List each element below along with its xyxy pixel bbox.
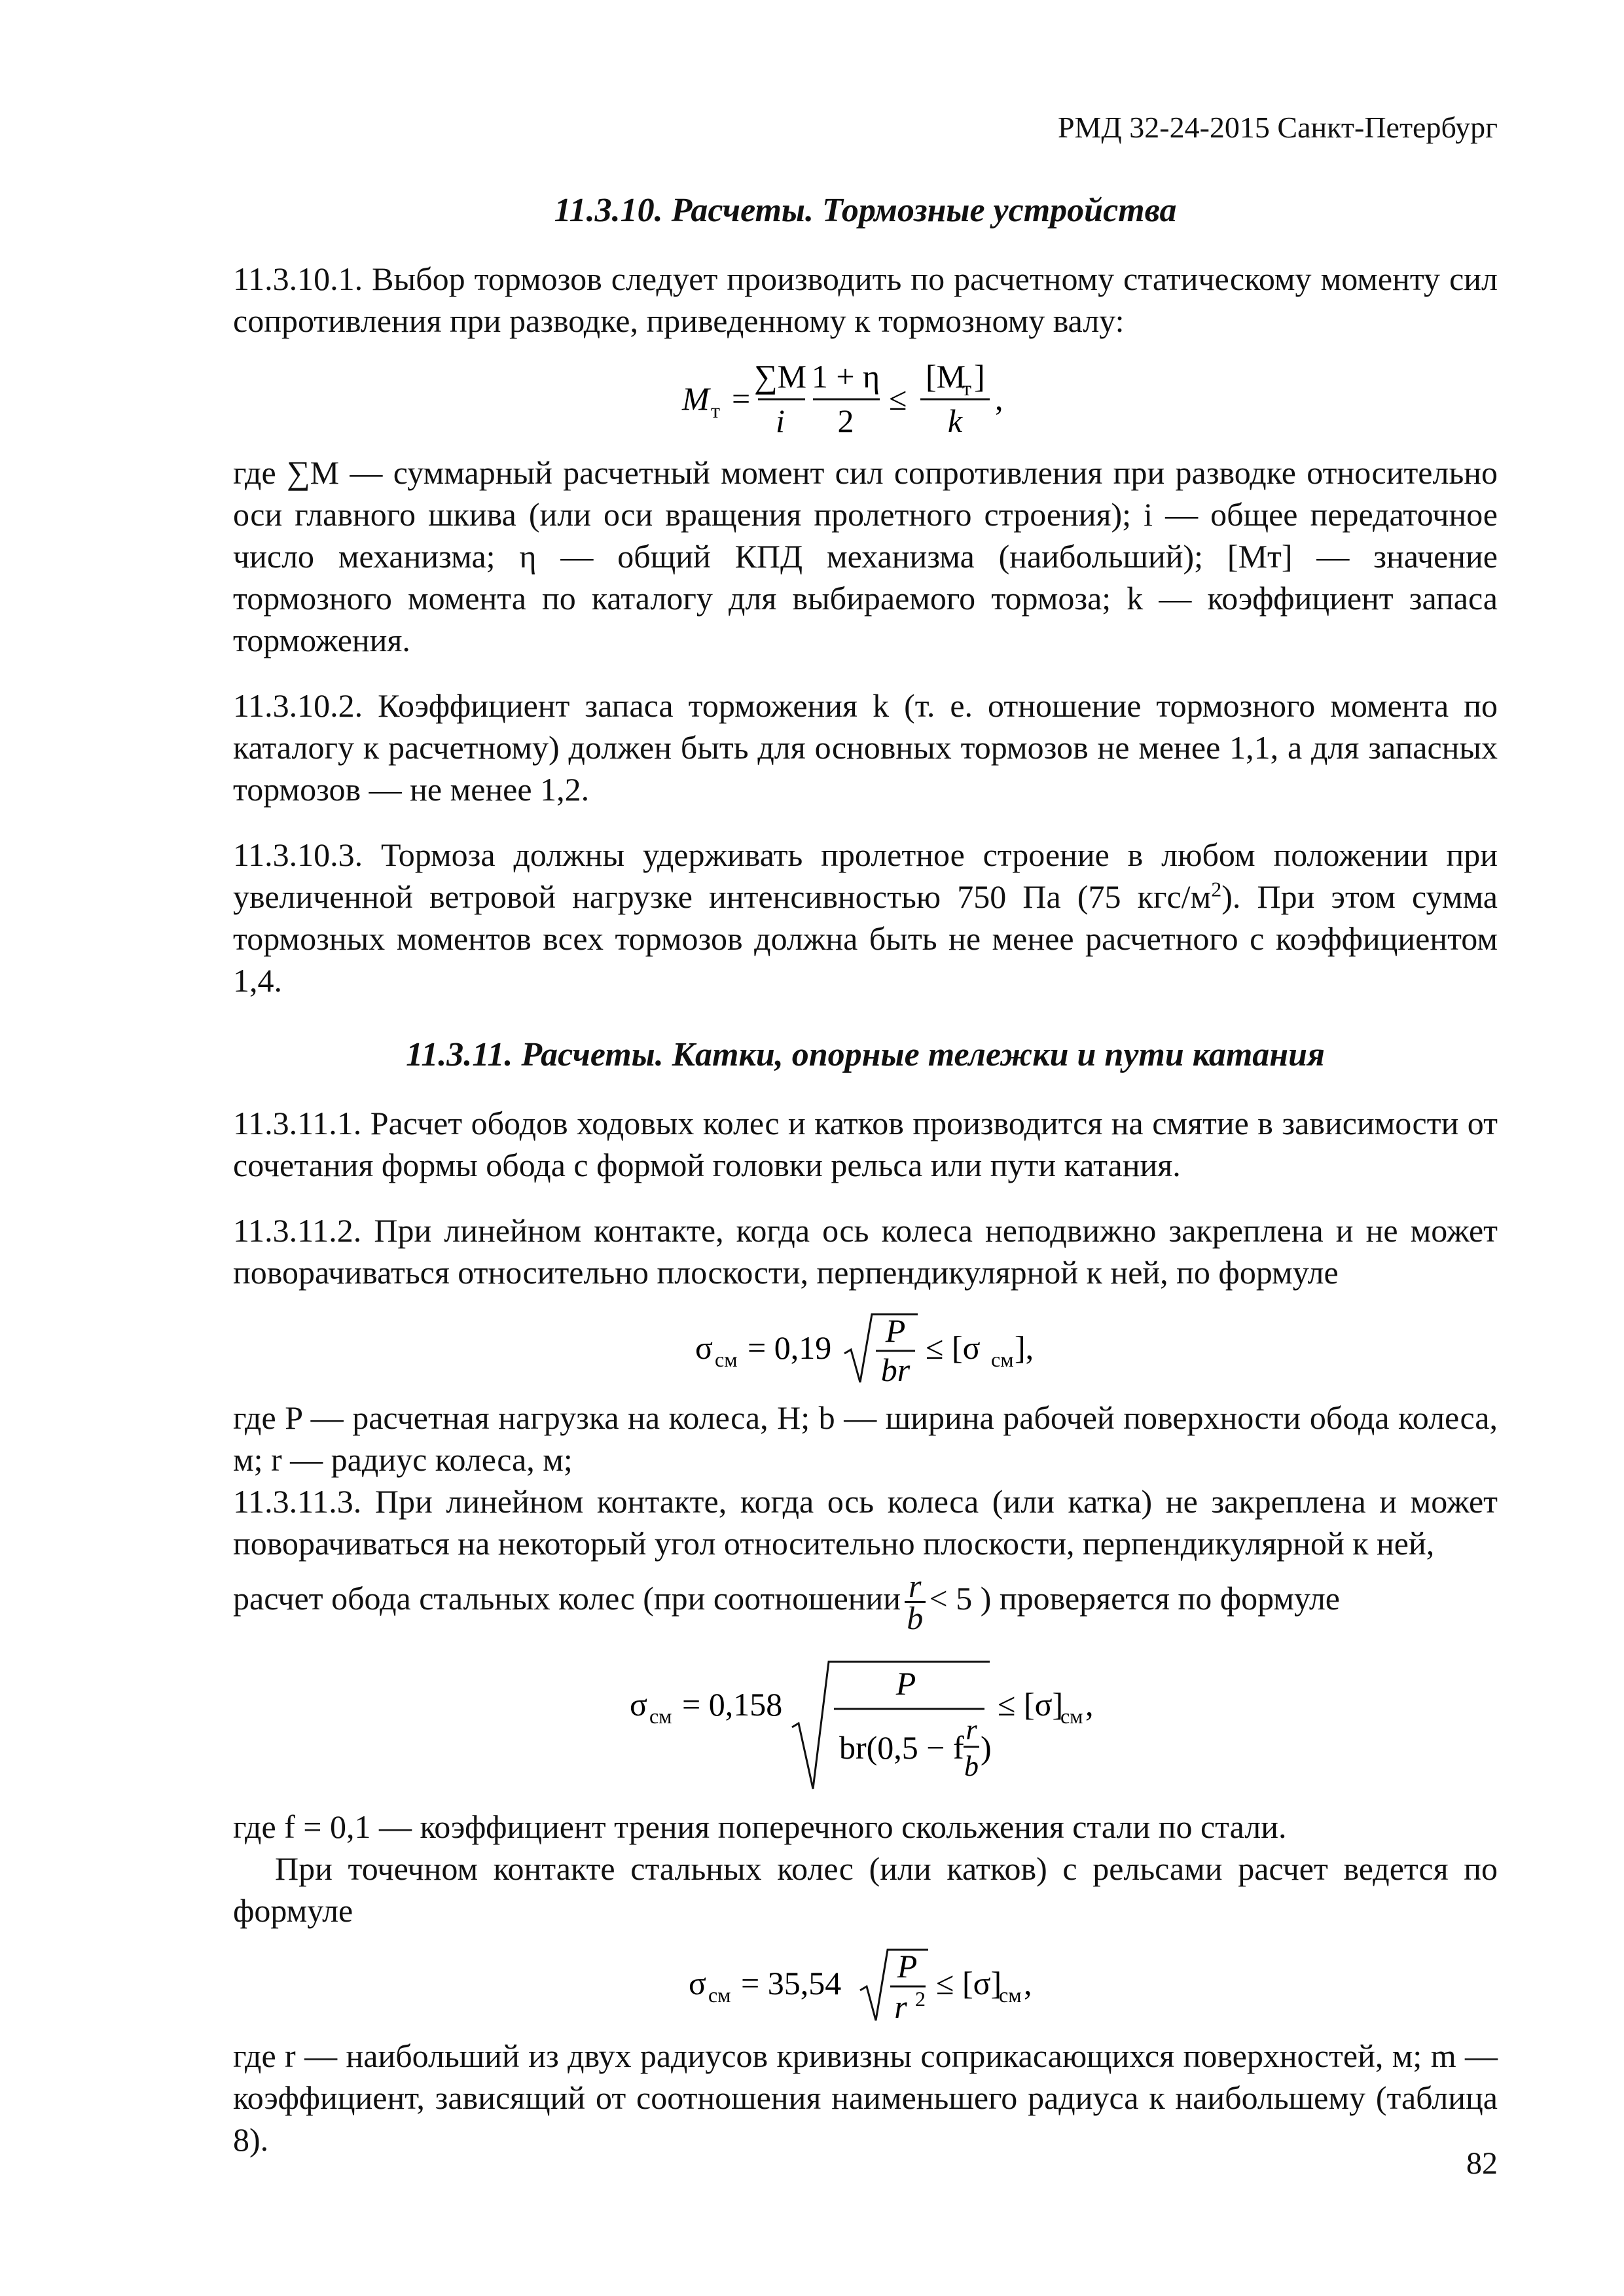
paragraph-where-brake: где ∑M — суммарный расчетный момент сил сопротивления при разводке относительно оси главного шкива (или оси вращения пролетного строения); i — общее передаточное число механизма; η — общий КПД механизма (наибольший); [Mт] — значение тормозного момента по каталогу для выбираемого тормоза; k — коэффициент запаса торможения. [233,454,1498,658]
formula-tail: , [995,380,1003,417]
paragraph-11-3-10-2: 11.3.10.2. Коэффициент запаса торможения k (т. е. отношение тормозного момента по каталогу к расчетному) должен быть для основных тормозов не менее 1,1, а для запасных тормозов — не менее 1,2. [233,687,1498,808]
paragraph-11-3-11-1: 11.3.11.1. Расчет ободов ходовых колес и катков производится на смятие в зависимости от сочетания формы обода с формой головки рельса или пути катания. [233,1105,1498,1183]
formula-le: ≤ [σ [926,1329,981,1366]
text-span: 11.3.10.3. Тормоза должны удерживать пролетное строение в любом положении при увеличенной ветровой нагрузке интенсивностью 750 Па (75 кгс/м [233,836,1498,915]
formula-sigma: σ [695,1329,713,1366]
formula-num-mt-sub: т [962,376,971,400]
paragraph-where-radius: где r — наибольший из двух радиусов кривизны соприкасающихся поверхностей, м; m — коэффициент, зависящий от соотношения наименьшего радиуса к наибольшему (таблица 8). [233,2037,1498,2158]
formula-num-eta: 1 + η [811,358,880,395]
page-body [233,190,1498,2161]
text-span: расчет обода стальных колес (при соотношении [233,1579,901,1617]
text-span: < 5 ) проверяется по формуле [929,1579,1340,1617]
formula-rotating-contact [233,1649,1498,1793]
paragraph-point-contact: При точечном контакте стальных колес (или катков) с рельсами расчет ведется по формуле [233,1850,1498,1929]
formula-lhs-sub: т [711,399,720,422]
formula-sigma-sub: см [991,1348,1014,1371]
formula-den-2: 2 [837,403,854,439]
formula-sigma-sub: см [649,1704,672,1728]
paragraph-11-3-11-3-cont [233,1568,1498,1636]
formula-den-br: br [880,1352,911,1388]
formula-point-contact [233,1939,1498,2031]
formula-num-mt: [M [926,358,966,395]
formula-brake-moment [233,350,1498,448]
formula-sigma-sub: см [999,1983,1022,2007]
formula-den-end: ) [981,1729,992,1766]
sqrt-sign [792,1662,990,1789]
formula-coef: = 35,54 [741,1965,842,2001]
inline-fraction-den: b [907,1600,924,1636]
text-span: ). При этом сумма тормозных моментов всех тормозов должна быть не менее расчетного с коэффициентом 1,4. [233,878,1498,999]
formula-sigma-sub: см [1060,1704,1083,1728]
formula-num-p: P [895,1665,916,1702]
formula-le: ≤ [σ] [936,1965,1002,2001]
formula-sigma: σ [689,1965,706,2001]
inline-fraction-num: r [905,1571,925,1603]
paragraph-11-3-10-3 [233,834,1498,1001]
formula-end: ], [1015,1329,1034,1366]
formula-eq: = [732,380,751,417]
formula-sigma-sub: см [708,1983,731,2007]
formula-den-k: k [947,403,963,439]
formula-coef: = 0,158 [682,1686,783,1723]
formula-end: , [1024,1965,1032,2001]
formula-sigma-sub: см [715,1348,738,1371]
paragraph-11-3-11-2: 11.3.11.2. При линейном контакте, когда ось колеса неподвижно закреплена и не может поворачиваться относительно плоскости, перпендикулярной к ней, по формуле [233,1212,1498,1291]
inline-fraction [905,1568,925,1636]
page-number: 82 [1466,2146,1498,2181]
running-header: РМД 32-24-2015 Санкт-Петербург [1057,111,1498,144]
formula-coef: = 0,19 [748,1329,832,1366]
formula-den-a: br(0,5 − f [839,1729,964,1766]
formula-den-i: i [776,403,785,439]
formula-lhs: M [682,380,710,417]
formula-den-sup: 2 [915,1987,926,2011]
formula-linear-contact [233,1301,1498,1393]
paragraph-11-3-11-3: 11.3.11.3. При линейном контакте, когда ось колеса (или катка) не закреплена и может поворачиваться на некоторый угол относительно плоскости, перпендикулярной к ней, [233,1483,1498,1562]
paragraph-11-3-10-1: 11.3.10.1. Выбор тормозов следует производить по расчетному статическому моменту сил сопротивления при разводке, приведенному к тормозному валу: [233,260,1498,339]
formula-le: ≤ [889,380,907,417]
formula-den-frac-den: b [964,1750,979,1782]
paragraph-where-friction: где f = 0,1 — коэффициент трения поперечного скольжения стали по стали. [233,1808,1287,1845]
superscript: 2 [1211,877,1222,901]
formula-den-frac-num: r [965,1713,977,1746]
section-title-11-3-11: 11.3.11. Расчеты. Катки, опорные тележки и пути катания [406,1036,1325,1073]
formula-num-p: P [885,1312,906,1349]
paragraph-where-linear: где P — расчетная нагрузка на колеса, Н; b — ширина рабочей поверхности обода колеса, м; r — радиус колеса, м; [233,1399,1498,1478]
formula-le: ≤ [σ] [998,1686,1064,1723]
formula-num-sum: ∑M [753,358,807,395]
formula-sigma: σ [630,1686,647,1723]
formula-num-p: P [897,1948,918,1984]
formula-end: , [1085,1686,1094,1723]
formula-den-r: r [894,1988,907,2025]
formula-num-mt-end: ] [974,358,985,395]
section-title-11-3-10: 11.3.10. Расчеты. Тормозные устройства [554,192,1177,229]
